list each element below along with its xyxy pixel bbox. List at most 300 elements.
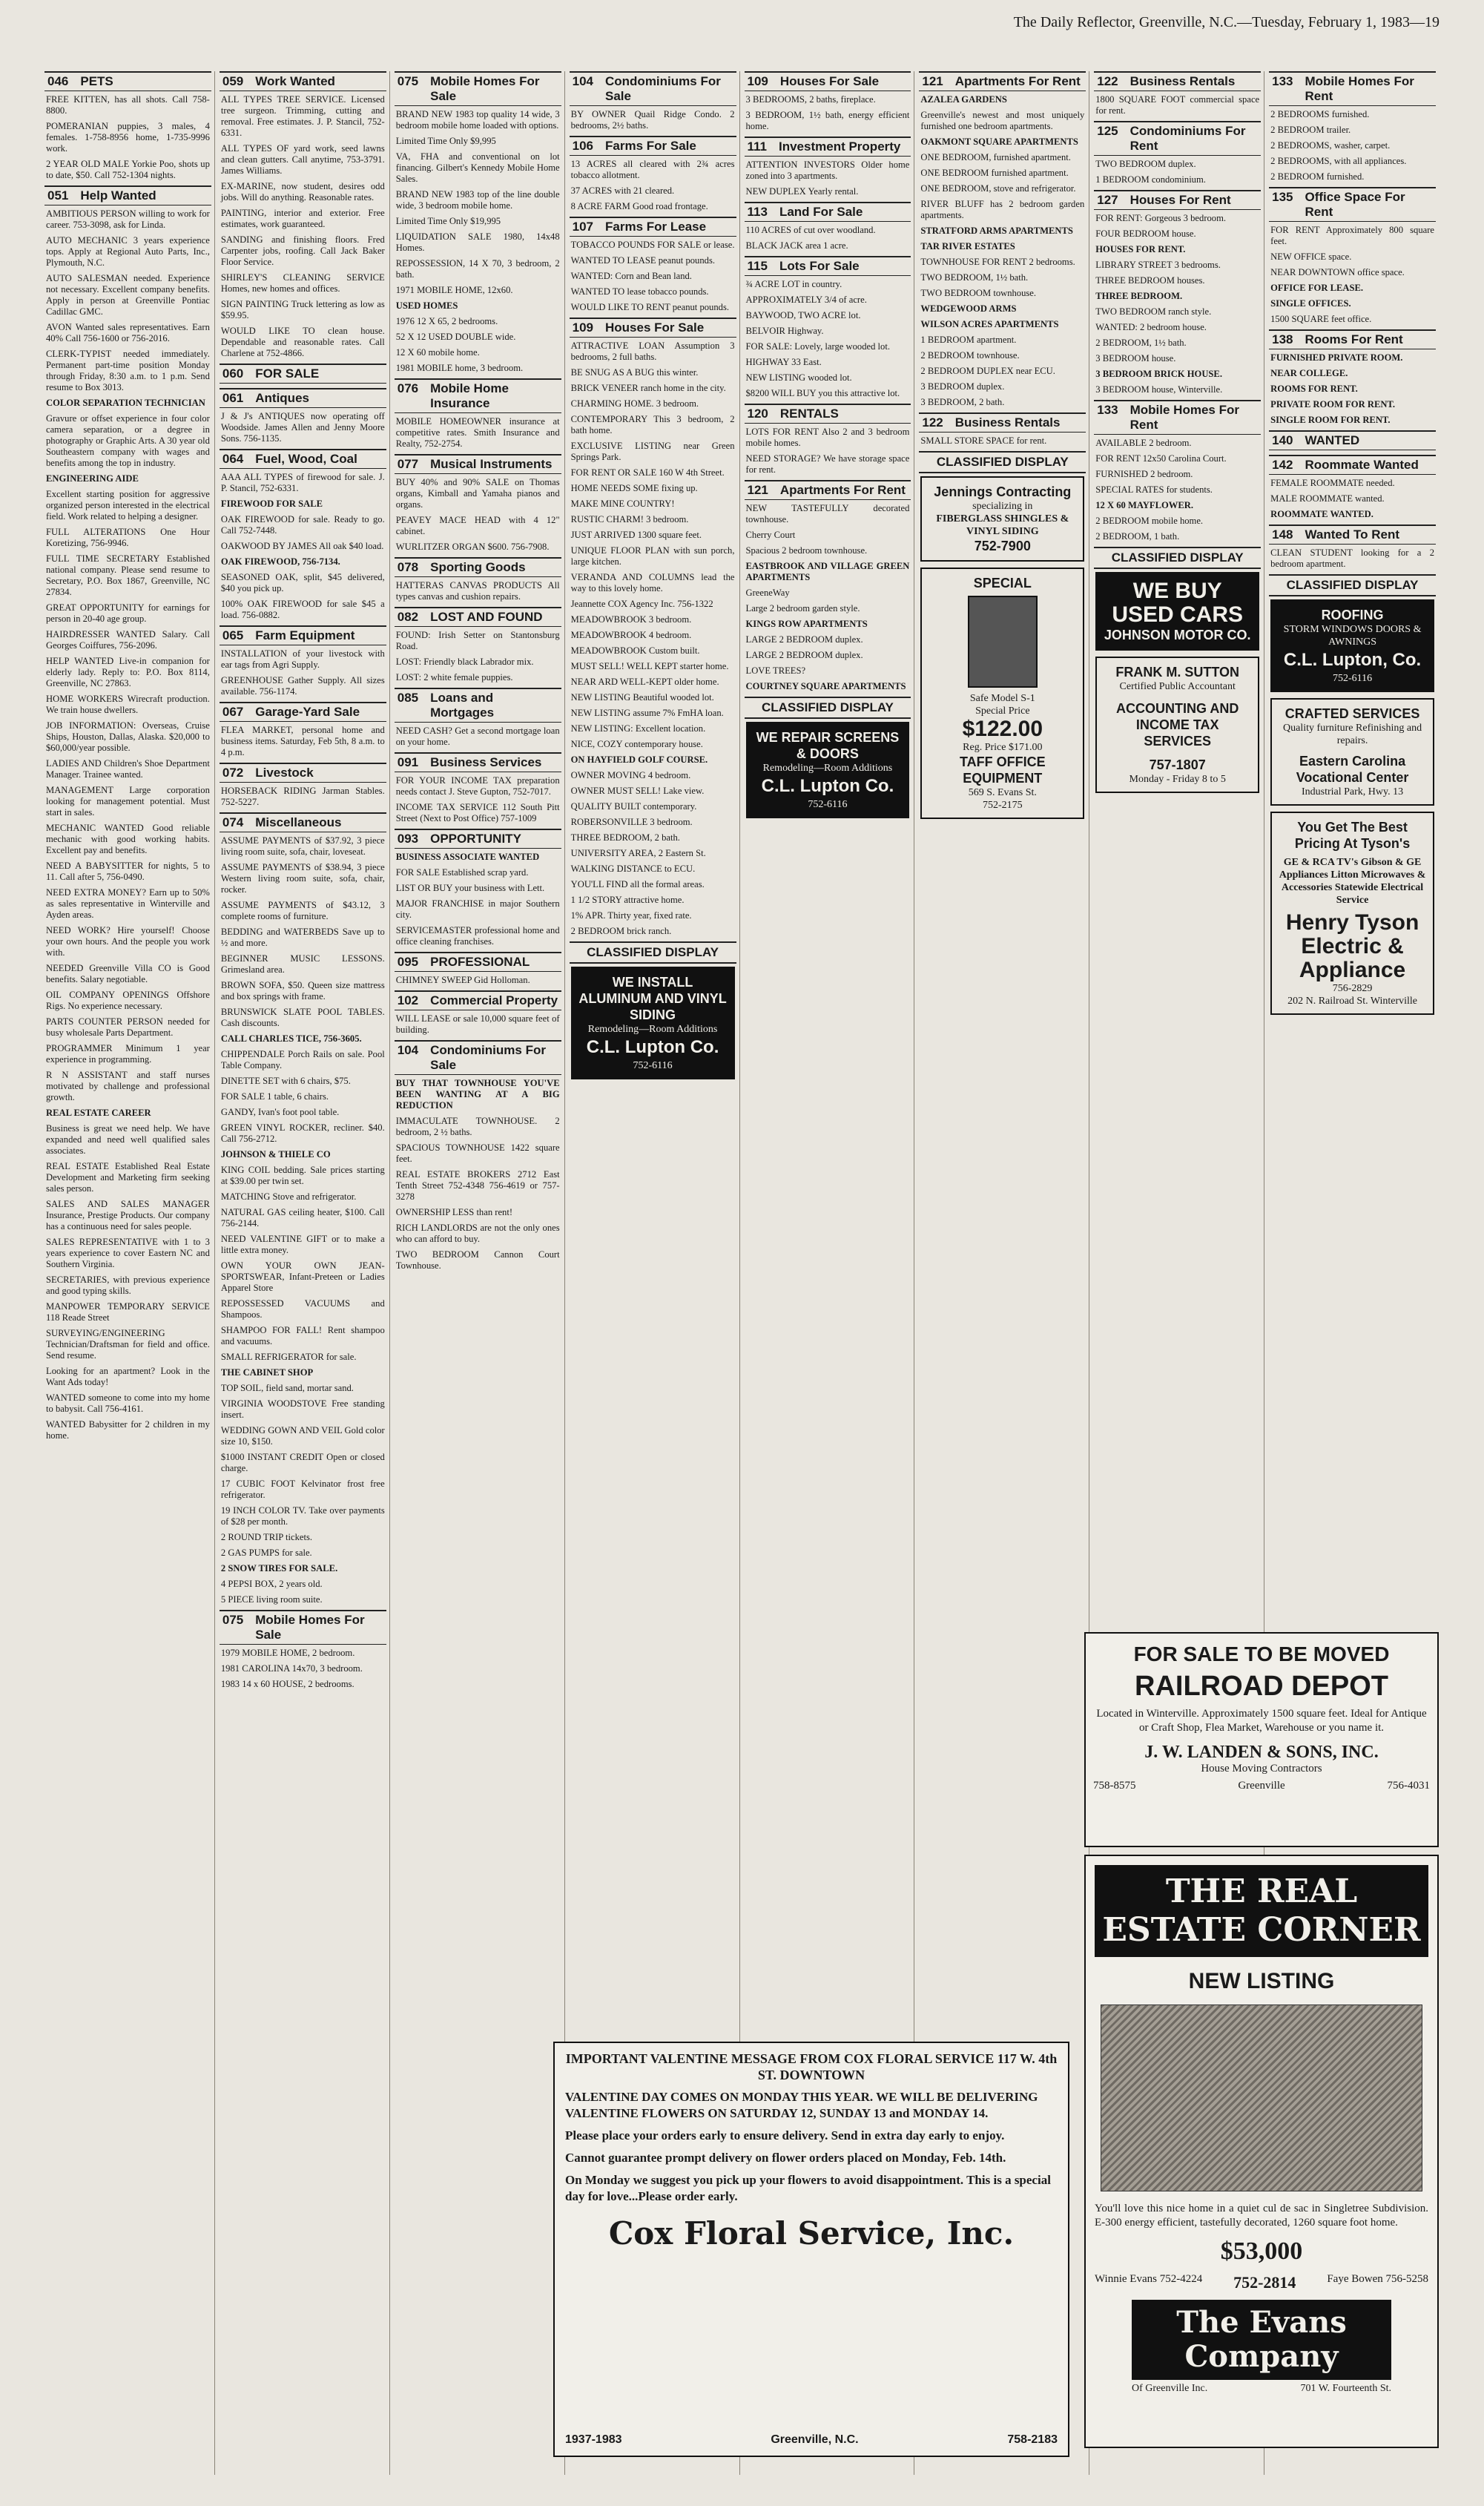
- classified-ad: Excellent starting position for aggressive organized person interested in the electrical field. Work related to helping a designer.: [46, 489, 210, 522]
- classified-ad: LIBRARY STREET 3 bedrooms.: [1095, 260, 1221, 270]
- classified-ad: AVAILABLE 2 bedroom.: [1095, 438, 1192, 448]
- classified-ad: FIREWOOD FOR SALE: [220, 499, 323, 509]
- classified-ad: OAK FIREWOOD for sale. Ready to go. Call 752-7448.: [220, 514, 385, 536]
- section-heading: [745, 480, 911, 500]
- classified-ad: WANTED TO lease tobacco pounds.: [570, 286, 709, 297]
- section-code: 051: [47, 188, 69, 203]
- section-heading: [220, 71, 386, 91]
- classified-ad: NEED A BABYSITTER for nights, 5 to 11. Call after 5, 756-0490.: [46, 861, 210, 882]
- section-heading: [395, 688, 561, 723]
- section-heading: [44, 71, 211, 91]
- section-heading: [395, 454, 561, 474]
- classified-ad: TOBACCO POUNDS FOR SALE or lease.: [570, 240, 735, 250]
- classified-ad: ON HAYFIELD GOLF COURSE.: [570, 754, 708, 765]
- classified-ad: 2 BEDROOM, 1 bath.: [1095, 531, 1180, 542]
- classified-ad: BAYWOOD, TWO ACRE lot.: [745, 310, 861, 320]
- classified-ad: 3 BEDROOM house, Winterville.: [1095, 384, 1223, 395]
- classified-ad: OIL COMPANY OPENINGS Offshore Rigs. No experience necessary.: [46, 990, 210, 1011]
- section-title: Farms For Lease: [605, 220, 707, 234]
- classified-ad: JUST ARRIVED 1300 square feet.: [570, 530, 702, 540]
- section-heading: [220, 364, 386, 384]
- section-title: Livestock: [255, 766, 314, 780]
- classified-ad: 1800 SQUARE FOOT commercial space for rent.: [1095, 94, 1260, 116]
- classified-ad: 3 BEDROOM, 2 bath.: [920, 397, 1005, 407]
- classified-ad: INCOME TAX SERVICE 112 South Pitt Street (Next to Post Office) 757-1009: [395, 802, 560, 823]
- classified-ad: EASTBROOK AND VILLAGE GREEN APARTMENTS: [745, 561, 910, 582]
- classified-ad: WOULD LIKE TO RENT peanut pounds.: [570, 302, 729, 312]
- tyson-phone: 756-2829: [1332, 983, 1373, 994]
- classified-ad: EX-MARINE, now student, desires odd jobs. Will do anything. Reasonable rates.: [220, 181, 385, 203]
- classified-ad: NEW LISTING wooded lot.: [745, 372, 852, 383]
- classified-display-banner: CLASSIFIED DISPLAY: [919, 451, 1086, 473]
- classified-ad: 2 YEAR OLD MALE Yorkie Poo, shots up to date, $50. Call 752-1304 nights.: [46, 159, 210, 180]
- classified-ad: KING COIL bedding. Sale prices starting at $39.00 per twin set.: [220, 1165, 385, 1186]
- section-122: [919, 412, 1086, 447]
- classified-ad: THREE BEDROOM.: [1095, 291, 1183, 301]
- classified-ad: DINETTE SET with 6 chairs, $75.: [220, 1076, 351, 1086]
- classified-ad: APPROXIMATELY 3/4 of acre.: [745, 295, 867, 305]
- classified-ad: TOP SOIL, field sand, mortar sand.: [220, 1383, 354, 1393]
- classified-ad: AMBITIOUS PERSON willing to work for career. 753-3098, ask for Linda.: [46, 208, 210, 230]
- safe-model: Safe Model S-1: [969, 693, 1035, 704]
- section-075: [220, 1610, 386, 1690]
- section-heading: [220, 763, 386, 783]
- classified-ad: MAKE MINE COUNTRY!: [570, 499, 675, 509]
- section-title: Condominiums For Sale: [430, 1043, 546, 1072]
- classified-ad: 17 CUBIC FOOT Kelvinator frost free refrigerator.: [220, 1479, 385, 1500]
- section-title: Loans and Mortgages: [430, 691, 495, 720]
- classified-ad: MALE ROOMMATE wanted.: [1270, 493, 1385, 504]
- classified-ad: 1976 12 X 65, 2 bedrooms.: [395, 316, 498, 326]
- section-heading: [1269, 455, 1436, 475]
- classified-ad: TWO BEDROOM ranch style.: [1095, 306, 1212, 317]
- section-title: PROFESSIONAL: [430, 955, 530, 969]
- safe-price-label: Special Price: [975, 706, 1030, 717]
- section-code: 121: [922, 74, 943, 88]
- classified-ad: TWO BEDROOM duplex.: [1095, 159, 1196, 169]
- agent-faye: Faye Bowen 756-5258: [1327, 2273, 1428, 2285]
- section-title: Mobile Homes For Sale: [430, 74, 540, 103]
- tyson-headline: You Get The Best Pricing At Tyson's: [1294, 820, 1411, 851]
- section-title: Sporting Goods: [430, 560, 526, 574]
- classified-ad: HOME WORKERS Wirecraft production. We train house dwellers.: [46, 694, 210, 715]
- section-title: FOR SALE: [255, 366, 320, 381]
- section-code: 059: [222, 74, 244, 88]
- valentine-phone: 758-2183: [1007, 2433, 1058, 2446]
- classified-ad: NEED CASH? Get a second mortgage loan on your home.: [395, 726, 560, 747]
- section-heading: [570, 217, 736, 237]
- classified-display-banner: CLASSIFIED DISPLAY: [570, 941, 736, 964]
- classified-ad: UNIVERSITY AREA, 2 Eastern St.: [570, 848, 706, 858]
- classified-ad: BE SNUG AS A BUG this winter.: [570, 367, 699, 378]
- classified-ad: FOR RENT OR SALE 160 W 4th Street.: [570, 467, 725, 478]
- valentine-city: Greenville, N.C.: [771, 2433, 859, 2446]
- section-code: 121: [747, 483, 768, 497]
- section-heading: [395, 990, 561, 1010]
- section-code: 109: [747, 74, 768, 88]
- section-code: 142: [1272, 458, 1293, 472]
- classified-ad: FOR RENT Approximately 800 square feet.: [1270, 225, 1434, 246]
- section-title: Apartments For Rent: [954, 74, 1081, 88]
- classified-ad: RUSTIC CHARM! 3 bedroom.: [570, 514, 689, 524]
- crafted-body: Quality furniture Refinishing and repairs.: [1283, 723, 1422, 746]
- classified-ad: 3 BEDROOM BRICK HOUSE.: [1095, 369, 1222, 379]
- section-title: Houses For Sale: [605, 320, 705, 335]
- section-title: WANTED: [1305, 433, 1360, 447]
- section-code: 127: [1097, 193, 1118, 207]
- classified-ad: WOULD LIKE TO clean house. Dependable and reasonable rates. Call Charlene at 752-4866.: [220, 326, 385, 358]
- classified-ad: ONE BEDROOM, stove and refrigerator.: [920, 183, 1076, 194]
- classified-ad: HIGHWAY 33 East.: [745, 357, 822, 367]
- section-title: Mobile Homes For Rent: [1130, 403, 1239, 432]
- classified-ad: OWNER MUST SELL! Lake view.: [570, 786, 705, 796]
- classified-ad: FOUR BEDROOM house.: [1095, 228, 1196, 239]
- valentine-p3: Cannot guarantee prompt delivery on flower orders placed on Monday, Feb. 14th.: [565, 2151, 1006, 2165]
- section-title: Wanted To Rent: [1305, 527, 1399, 542]
- classified-ad: HOUSES FOR RENT.: [1095, 244, 1186, 254]
- section-title: Land For Sale: [779, 205, 863, 219]
- classified-ad: THE CABINET SHOP: [220, 1367, 314, 1378]
- classified-ad: KINGS ROW APARTMENTS: [745, 619, 868, 629]
- safe-firm: TAFF OFFICE EQUIPMENT: [959, 754, 1046, 786]
- classified-ad: WEDGEWOOD ARMS: [920, 303, 1017, 314]
- lupton-headline: WE REPAIR SCREENS & DOORS: [756, 730, 900, 761]
- classified-ad: VIRGINIA WOODSTOVE Free standing insert.: [220, 1398, 385, 1420]
- section-title: Fuel, Wood, Coal: [255, 452, 357, 466]
- classified-ad: PAINTING, interior and exterior. Free estimates, work guaranteed.: [220, 208, 385, 229]
- jennings-name: Jennings Contracting: [934, 484, 1072, 499]
- section-title: Condominiums For Sale: [605, 74, 721, 103]
- classified-ad: FOR YOUR INCOME TAX preparation needs contact J. Steve Gupton, 752-7017.: [395, 775, 560, 797]
- classified-ad: NEW TASTEFULLY decorated townhouse.: [745, 503, 910, 524]
- section-code: 138: [1272, 332, 1293, 346]
- section-heading: [220, 1610, 386, 1645]
- railroad-headline: FOR SALE TO BE MOVED: [1133, 1642, 1390, 1665]
- classified-ad: 4 PEPSI BOX, 2 years old.: [220, 1579, 323, 1589]
- section-code: 122: [922, 415, 943, 430]
- classified-ad: LADIES AND Children's Shoe Department Manager. Trainee wanted.: [46, 758, 210, 780]
- section-title: Business Rentals: [1130, 74, 1236, 88]
- classified-ad: TWO BEDROOM townhouse.: [920, 288, 1037, 298]
- classified-ad: PRIVATE ROOM FOR RENT.: [1270, 399, 1396, 410]
- section-code: 085: [397, 691, 419, 705]
- classified-ad: LIQUIDATION SALE 1980, 14x48 Homes.: [395, 231, 560, 253]
- taff-safe-ad: [920, 568, 1084, 819]
- classified-ad: GANDY, Ivan's foot pool table.: [220, 1107, 340, 1117]
- classified-ad: 8 ACRE FARM Good road frontage.: [570, 201, 708, 211]
- classified-ad: NEW DUPLEX Yearly rental.: [745, 186, 859, 197]
- section-093: [395, 829, 561, 947]
- agents-row: [1095, 2273, 1428, 2292]
- section-076: [395, 378, 561, 450]
- classified-ad: BROWN SOFA, $50. Queen size mattress and box springs with frame.: [220, 980, 385, 1002]
- house-photo: [1101, 2005, 1422, 2191]
- classified-ad: SMALL REFRIGERATOR for sale.: [220, 1352, 357, 1362]
- classified-ad: JOB INFORMATION: Overseas, Cruise Ships, Houston, Dallas, Alaska. $20,000 to $60,000/year possible.: [46, 720, 210, 753]
- classified-ad: FREE KITTEN, has all shots. Call 758-8800.: [46, 94, 210, 116]
- classified-ad: WEDDING GOWN AND VEIL Gold color size 10, $150.: [220, 1425, 385, 1447]
- section-title: PETS: [80, 74, 113, 88]
- classified-ad: FULL ALTERATIONS One Hour Koretizing, 756-9946.: [46, 527, 210, 548]
- section-107: [570, 217, 736, 313]
- evans-company-logo: The Evans Company: [1132, 2300, 1391, 2380]
- section-heading: [395, 557, 561, 577]
- classified-ad: ONE BEDROOM furnished apartment.: [920, 168, 1069, 178]
- classified-ad: MOBILE HOMEOWNER insurance at competitive rates. Smith Insurance and Realty, 752-2754.: [395, 416, 560, 449]
- valentine-p2: Please place your orders early to ensure delivery. Send in extra day early to enjoy.: [565, 2128, 1005, 2142]
- classified-ad: SHIRLEY'S CLEANING SERVICE Homes, new homes and offices.: [220, 272, 385, 294]
- section-heading: [1094, 71, 1261, 91]
- classified-ad: AUTO MECHANIC 3 years experience tops. Apply at Regional Auto Parts, Inc., Plymouth, N.C.: [46, 235, 210, 268]
- section-heading: [220, 388, 386, 408]
- classified-ad: BUSINESS ASSOCIATE WANTED: [395, 852, 540, 862]
- classified-ad: Cherry Court: [745, 530, 796, 540]
- classified-ad: WILL LEASE or sale 10,000 square feet of building.: [395, 1013, 560, 1035]
- section-148: [1269, 524, 1436, 570]
- tyson-ad: [1270, 812, 1434, 1015]
- section-code: 140: [1272, 433, 1293, 447]
- section-060: [220, 364, 386, 384]
- section-title: Roommate Wanted: [1305, 458, 1419, 472]
- section-code: 074: [222, 815, 244, 829]
- classified-ad: SERVICEMASTER professional home and office cleaning franchises.: [395, 925, 560, 947]
- section-code: 120: [747, 407, 768, 421]
- classified-ad: 3 BEDROOM house.: [1095, 353, 1176, 364]
- classified-ad: ROBERSONVILLE 3 bedroom.: [570, 817, 693, 827]
- section-122: [1094, 71, 1261, 116]
- section-code: 067: [222, 705, 244, 719]
- classified-ad: 1971 MOBILE HOME, 12x60.: [395, 285, 513, 295]
- valentine-headline: IMPORTANT VALENTINE MESSAGE FROM COX FLORAL SERVICE 117 W. 4th ST. DOWNTOWN: [565, 2051, 1058, 2082]
- classified-ad: NEAR ARD WELL-KEPT older home.: [570, 677, 719, 687]
- sutton-name: FRANK M. SUTTON: [1115, 665, 1240, 680]
- classified-ad: UNIQUE FLOOR PLAN with sun porch, large kitchen.: [570, 545, 735, 567]
- railroad-phone1: 758-8575: [1093, 1780, 1136, 1792]
- classified-ad: FOR SALE: Lovely, large wooded lot.: [745, 341, 890, 352]
- classified-ad: 3 BEDROOM, 1½ bath, energy efficient home.: [745, 110, 910, 131]
- classified-ad: NEAR COLLEGE.: [1270, 368, 1348, 378]
- real-estate-header: THE REAL ESTATE CORNER: [1095, 1865, 1428, 1957]
- section-046: [44, 71, 211, 181]
- section-072: [220, 763, 386, 808]
- classified-ad: INSTALLATION of your livestock with ear tags from Agri Supply.: [220, 648, 385, 670]
- jennings-line2: FIBERGLASS SHINGLES & VINYL SIDING: [936, 513, 1069, 537]
- safe-icon: [968, 596, 1038, 688]
- classified-ad: WANTED: Corn and Bean land.: [570, 271, 692, 281]
- classified-ad: MEADOWBROOK Custom built.: [570, 645, 700, 656]
- classified-ad: 13 ACRES all cleared with 2¾ acres tobacco allotment.: [570, 159, 735, 180]
- classified-ad: SINGLE ROOM FOR RENT.: [1270, 415, 1391, 425]
- classified-ad: 12 X 60 mobile home.: [395, 347, 480, 358]
- classified-ad: IMMACULATE TOWNHOUSE. 2 bedroom, 2 ½ baths.: [395, 1116, 560, 1137]
- section-111: [745, 137, 911, 197]
- classified-ad: SHAMPOO FOR FALL! Rent shampoo and vacuums.: [220, 1325, 385, 1346]
- section-120: [745, 404, 911, 476]
- classified-ad: THREE BEDROOM houses.: [1095, 275, 1205, 286]
- sutton-title: Certified Public Accountant: [1119, 681, 1236, 692]
- classified-ad: Large 2 bedroom garden style.: [745, 603, 860, 614]
- lupton-headline: ROOFING: [1321, 608, 1384, 622]
- section-082: [395, 607, 561, 683]
- section-121: [919, 71, 1086, 408]
- section-059: [220, 71, 386, 359]
- classified-ad: HATTERAS CANVAS PRODUCTS All types canvas and cushion repairs.: [395, 580, 560, 602]
- classified-ad: 1983 14 x 60 HOUSE, 2 bedrooms.: [220, 1679, 354, 1689]
- classified-ad: Jeannette COX Agency Inc. 756-1322: [570, 599, 713, 609]
- classified-ad: 1500 SQUARE feet office.: [1270, 314, 1372, 324]
- safe-price: $122.00: [962, 717, 1043, 741]
- classified-ad: WANTED: 2 bedroom house.: [1095, 322, 1207, 332]
- section-code: 111: [747, 139, 767, 154]
- classified-ad: VERANDA AND COLUMNS lead the way to this lovely home.: [570, 572, 735, 593]
- section-code: 095: [397, 955, 419, 969]
- section-heading: [1094, 400, 1261, 435]
- classified-ad: $1000 INSTANT CREDIT Open or closed charge.: [220, 1452, 385, 1473]
- classified-ad: 1% APR. Thirty year, fixed rate.: [570, 910, 692, 921]
- evans-sub: Of Greenville Inc.: [1132, 2383, 1208, 2394]
- section-091: [395, 752, 561, 824]
- section-title: Condominiums For Rent: [1130, 124, 1246, 153]
- johnson-headline: WE BUY USED CARS: [1112, 579, 1244, 627]
- classified-ad: 100% OAK FIREWOOD for sale $45 a load. 756-0882.: [220, 599, 385, 620]
- classified-ad: AUTO SALESMAN needed. Experience not necessary. Excellent company benefits. Apply in person at Greenville Pontiac Cadillac GMC.: [46, 273, 210, 317]
- section-title: Mobile Homes For Sale: [255, 1613, 365, 1642]
- section-heading: [395, 71, 561, 106]
- jennings-phone: 752-7900: [974, 539, 1031, 553]
- section-code: 125: [1097, 124, 1118, 138]
- classified-ad: MANPOWER TEMPORARY SERVICE 118 Reade Street: [46, 1301, 210, 1323]
- classified-ad: SALES AND SALES MANAGER Insurance, Prestige Products. Our company has a continuous need for sales people.: [46, 1199, 210, 1231]
- classified-ad: WANTED Babysitter for 2 children in my home.: [46, 1419, 210, 1441]
- section-title: OPPORTUNITY: [430, 832, 521, 846]
- section-title: Musical Instruments: [430, 457, 553, 471]
- section-113: [745, 202, 911, 251]
- classified-ad: FOR SALE Established scrap yard.: [395, 867, 529, 878]
- classified-ad: NEED STORAGE? We have storage space for rent.: [745, 453, 910, 475]
- section-title: Farm Equipment: [255, 628, 355, 642]
- section-heading: [220, 702, 386, 722]
- section-code: 082: [397, 610, 419, 624]
- classified-ad: 2 ROUND TRIP tickets.: [220, 1532, 313, 1542]
- classified-ad: FOR SALE 1 table, 6 chairs.: [220, 1091, 329, 1102]
- lupton-ad: [746, 722, 910, 818]
- section-heading: [745, 404, 911, 424]
- classified-ad: LOST: 2 white female puppies.: [395, 672, 513, 683]
- classified-ad: BRICK VENEER ranch home in the city.: [570, 383, 726, 393]
- section-115: [745, 256, 911, 399]
- classified-ad: PROGRAMMER Minimum 1 year experience in programming.: [46, 1043, 210, 1065]
- classified-ad: 2 BEDROOM townhouse.: [920, 350, 1020, 361]
- section-title: Help Wanted: [80, 188, 156, 203]
- classified-ad: OWN YOUR OWN JEAN-SPORTSWEAR, Infant-Preteen or Ladies Apparel Store: [220, 1260, 385, 1293]
- classified-ad: ALL TYPES OF yard work, seed lawns and clean gutters. Call anytime, 753-3791. James Williams.: [220, 143, 385, 176]
- section-title: Commercial Property: [430, 993, 558, 1007]
- classified-ad: HOME NEEDS SOME fixing up.: [570, 483, 698, 493]
- safe-reg: Reg. Price $171.00: [963, 742, 1043, 753]
- section-code: 064: [222, 452, 244, 466]
- classified-ad: 2 GAS PUMPS for sale.: [220, 1548, 312, 1558]
- classified-ad: SURVEYING/ENGINEERING Technician/Draftsman for field and office. Send resume.: [46, 1328, 210, 1361]
- section-title: Work Wanted: [255, 74, 335, 88]
- section-067: [220, 702, 386, 758]
- sutton-phone: 757-1807: [1149, 757, 1206, 772]
- valentine-p4: On Monday we suggest you pick up your flowers to avoid disappointment. This is a special day for love...Please order early.: [565, 2173, 1051, 2203]
- classified-ad: CHARMING HOME. 3 bedroom.: [570, 398, 699, 409]
- section-title: Mobile Home Insurance: [430, 381, 509, 410]
- section-135: [1269, 187, 1436, 325]
- classified-ad: Limited Time Only $19,995: [395, 216, 501, 226]
- johnson-motor-ad: [1095, 572, 1259, 651]
- classified-ad: JOHNSON & THIELE CO: [220, 1149, 331, 1160]
- section-code: 115: [747, 259, 768, 273]
- classified-ad: BRAND NEW 1983 top of the line double wide, 3 bedroom mobile home.: [395, 189, 560, 211]
- section-heading: [745, 202, 911, 222]
- classified-ad: MEADOWBROOK 4 bedroom.: [570, 630, 692, 640]
- section-code: 093: [397, 832, 419, 846]
- lupton-phone: 752-6116: [808, 799, 848, 810]
- classified-ad: 1979 MOBILE HOME, 2 bedroom.: [220, 1648, 355, 1658]
- section-138: [1269, 329, 1436, 426]
- section-heading: [570, 136, 736, 156]
- lupton-firm: C.L. Lupton, Co.: [1283, 650, 1422, 670]
- section-heading: [220, 625, 386, 645]
- classified-ad: 5 PIECE living room suite.: [220, 1594, 323, 1605]
- classified-ad: 2 BEDROOMS furnished.: [1270, 109, 1370, 119]
- classified-ad: 1981 MOBILE home, 3 bedroom.: [395, 363, 524, 373]
- classified-ad: BY OWNER Quail Ridge Condo. 2 bedrooms, 2½ baths.: [570, 109, 735, 131]
- classified-display-banner: CLASSIFIED DISPLAY: [745, 697, 911, 719]
- section-109: [570, 318, 736, 937]
- section-code: 102: [397, 993, 419, 1007]
- section-heading: [395, 607, 561, 627]
- classified-ad: SEASONED OAK, split, $45 delivered, $40 you pick up.: [220, 572, 385, 593]
- classified-ad: MATCHING Stove and refrigerator.: [220, 1191, 357, 1202]
- column-3: [395, 71, 565, 2475]
- sutton-services: ACCOUNTING AND INCOME TAX SERVICES: [1116, 701, 1239, 749]
- classified-ad: QUALITY BUILT contemporary.: [570, 801, 697, 812]
- section-heading: [395, 952, 561, 972]
- section-code: 076: [397, 381, 419, 395]
- lupton-sub: Remodeling—Room Additions: [762, 763, 893, 774]
- section-title: Business Rentals: [954, 415, 1061, 430]
- section-code: 060: [222, 366, 244, 381]
- classified-ad: BUY THAT TOWNHOUSE YOU'VE BEEN WANTING AT A BIG REDUCTION: [395, 1078, 560, 1111]
- classified-display-banner: CLASSIFIED DISPLAY: [1094, 547, 1261, 569]
- section-074: [220, 812, 386, 1605]
- classified-ad: SECRETARIES, with previous experience and good typing skills.: [46, 1275, 210, 1296]
- classified-ad: CONTEMPORARY This 3 bedroom, 2 bath home.: [570, 414, 735, 435]
- section-133: [1269, 71, 1436, 182]
- section-051: [44, 185, 211, 1441]
- classified-ad: SIGN PAINTING Truck lettering as low as $59.95.: [220, 299, 385, 320]
- section-code: 075: [222, 1613, 244, 1627]
- classified-ad: HORSEBACK RIDING Jarman Stables. 752-5227.: [220, 786, 385, 807]
- section-title: Miscellaneous: [255, 815, 342, 829]
- ecvc-addr: Industrial Park, Hwy. 13: [1301, 786, 1404, 797]
- classified-ad: 2 BEDROOMS, washer, carpet.: [1270, 140, 1391, 151]
- tyson-brands: GE & RCA TV's Gibson & GE Appliances Litton Microwaves & Accessories Statewide Electrical Service: [1279, 857, 1426, 906]
- lupton-firm: C.L. Lupton Co.: [586, 1037, 719, 1057]
- classified-ad: OFFICE FOR LEASE.: [1270, 283, 1364, 293]
- section-125: [1094, 121, 1261, 185]
- classified-ad: NICE, COZY contemporary house.: [570, 739, 703, 749]
- classified-ad: NATURAL GAS ceiling heater, $100. Call 756-2144.: [220, 1207, 385, 1229]
- classified-ad: 2 BEDROOMS, with all appliances.: [1270, 156, 1407, 166]
- section-heading: [1094, 121, 1261, 156]
- classified-ad: Business is great we need help. We have expanded and need well qualified sales associates.: [46, 1123, 210, 1156]
- section-code: 135: [1272, 190, 1293, 204]
- classified-ad: SINGLE OFFICES.: [1270, 298, 1351, 309]
